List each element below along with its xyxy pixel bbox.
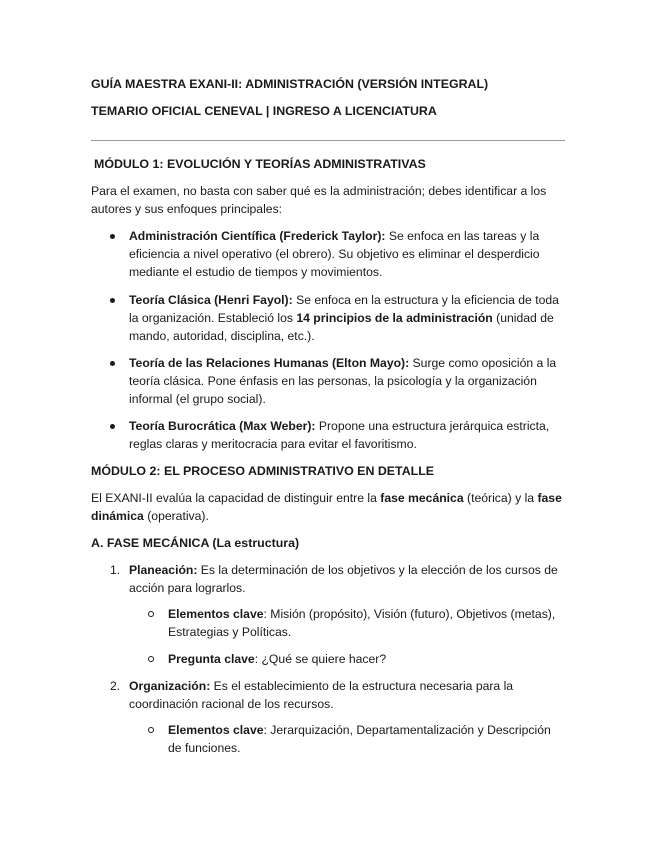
intro-text: El EXANI-II evalúa la capacidad de distinguir entre la — [91, 491, 381, 505]
document-title: GUÍA MAESTRA EXANI-II: ADMINISTRACIÓN (VERSIÓN INTEGRAL) — [91, 77, 489, 91]
item-highlight: 14 principios de la administración — [296, 311, 493, 325]
document-subtitle: TEMARIO OFICIAL CENEVAL | INGRESO A LICENCIATURA — [91, 104, 437, 118]
module2-heading: MÓDULO 2: EL PROCESO ADMINISTRATIVO EN DETALLE — [91, 464, 435, 478]
horizontal-divider — [91, 140, 565, 141]
sub-term: Elementos clave — [168, 723, 264, 737]
bullet-icon — [110, 424, 115, 429]
circle-bullet-icon — [148, 727, 154, 733]
item-text: Propone una estructura jerárquica estricta, reglas claras y meritocracia para evitar el favoritismo. — [129, 419, 550, 451]
list-number: 1. — [110, 563, 121, 577]
sub-list-item — [168, 650, 566, 668]
step-text: Es la determinación de los objetivos y la elección de los cursos de acción para lograrlos. — [129, 563, 558, 595]
intro-term-mechanical: fase mecánica — [380, 491, 464, 505]
bullet-icon — [110, 361, 115, 366]
step-term: Organización: — [129, 679, 211, 693]
sub-list-item — [168, 605, 566, 641]
list-item — [129, 354, 566, 408]
item-term: Administración Científica (Frederick Taylor): — [129, 229, 386, 243]
sub-text: : Jerarquización, Departamentalización y Descripción de funciones. — [168, 723, 551, 755]
circle-bullet-icon — [148, 656, 154, 662]
intro-text: (teórica) y la — [463, 491, 538, 505]
list-item — [129, 417, 566, 453]
sub-list-item — [168, 721, 566, 757]
sub-term: Pregunta clave — [168, 652, 255, 666]
item-text-end: (unidad de mando, autoridad, disciplina, etc.). — [129, 311, 554, 343]
item-term: Teoría Burocrática (Max Weber): — [129, 419, 316, 433]
module2-intro — [91, 489, 566, 525]
sub-term: Elementos clave — [168, 607, 264, 621]
list-item — [129, 291, 566, 345]
list-item — [129, 227, 566, 281]
list-item — [129, 677, 566, 713]
list-number: 2. — [110, 679, 121, 693]
step-term: Planeación: — [129, 563, 198, 577]
circle-bullet-icon — [148, 611, 154, 617]
item-term: Teoría Clásica (Henri Fayol): — [129, 293, 293, 307]
module1-intro: Para el examen, no basta con saber qué es la administración; debes identificar a los autores y sus enfoques principales: — [91, 184, 547, 216]
item-text: Se enfoca en las tareas y la eficiencia a nivel operativo (el obrero). Su objetivo es eliminar el desperdicio mediante el estudio de tiempos y movimientos. — [129, 229, 540, 279]
intro-term-dynamic: fase dinámica — [91, 491, 562, 523]
intro-text: (operativa). — [143, 509, 209, 523]
module1-heading: MÓDULO 1: EVOLUCIÓN Y TEORÍAS ADMINISTRATIVAS — [94, 157, 426, 171]
bullet-icon — [110, 298, 115, 303]
list-item — [129, 561, 566, 597]
item-text: Surge como oposición a la teoría clásica. Pone énfasis en las personas, la psicología y la organización informal (el grupo social). — [129, 356, 557, 406]
item-term: Teoría de las Relaciones Humanas (Elton Mayo): — [129, 356, 410, 370]
phase-a-heading: A. FASE MECÁNICA (La estructura) — [91, 536, 300, 550]
item-text: Se enfoca en la estructura y la eficiencia de toda la organización. Estableció los — [129, 293, 559, 325]
bullet-icon — [110, 234, 115, 239]
sub-text: : ¿Qué se quiere hacer? — [254, 652, 387, 666]
sub-text: : Misión (propósito), Visión (futuro), Objetivos (metas), Estrategias y Políticas. — [168, 607, 556, 639]
step-text: Es el establecimiento de la estructura necesaria para la coordinación racional de los recursos. — [129, 679, 514, 711]
